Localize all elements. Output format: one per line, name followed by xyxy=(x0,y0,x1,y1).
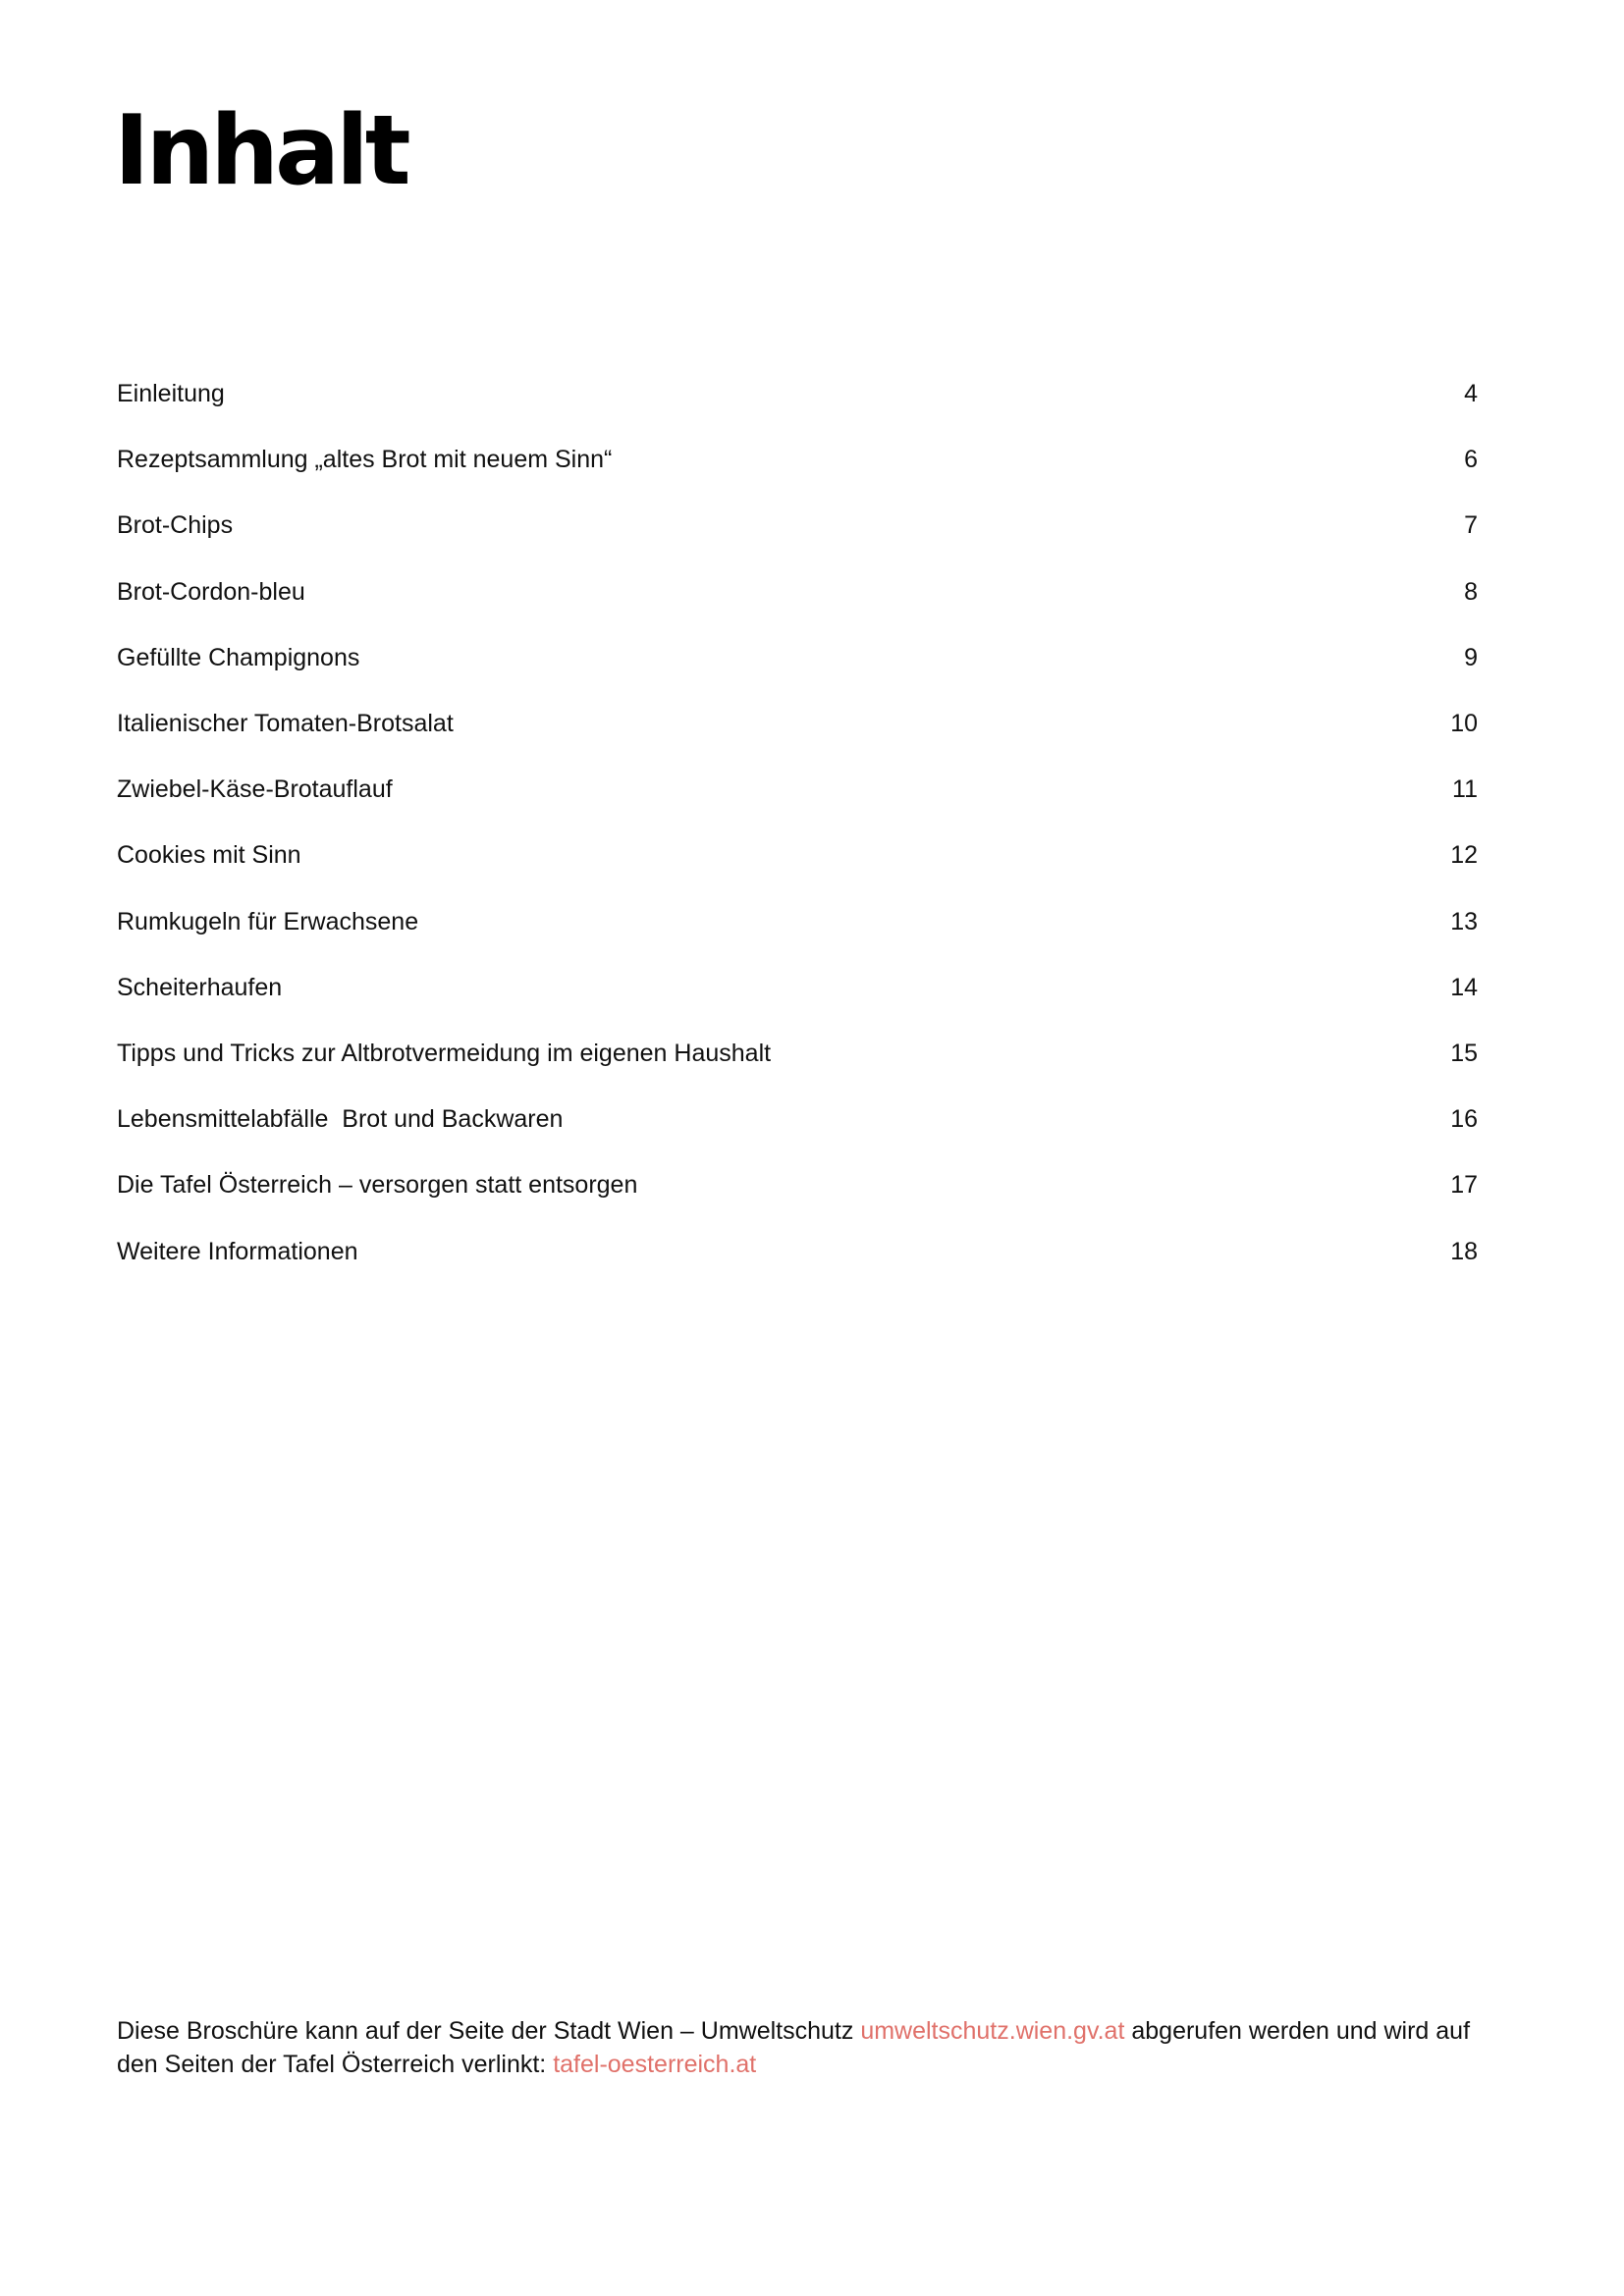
toc-entry-page-number: 12 xyxy=(1450,841,1478,870)
toc-entry-label: Gefüllte Champignons xyxy=(117,643,360,671)
toc-entry-label: Weitere Informationen xyxy=(117,1237,358,1265)
toc-entry-page-number: 18 xyxy=(1450,1237,1478,1265)
toc-entry-label: Zwiebel-Käse-Brotauflauf xyxy=(117,775,393,804)
toc-entry-gefuellte-champignons[interactable] xyxy=(117,625,1478,691)
toc-entry-page-number: 6 xyxy=(1464,446,1478,474)
footer-text-middle: abgerufen werden und wird auf den Seiten der Tafel Österreich verlinkt: xyxy=(117,2017,1471,2078)
toc-entry-page-number: 9 xyxy=(1464,643,1478,671)
footer-note xyxy=(117,2014,1491,2081)
toc-entry-page-number: 15 xyxy=(1450,1039,1478,1067)
toc-entry-page-number: 7 xyxy=(1464,511,1478,540)
page-title: Inhalt xyxy=(114,95,407,207)
toc-entry-lebensmittelabfaelle[interactable] xyxy=(117,1087,1478,1152)
toc-entry-weitere-informationen[interactable] xyxy=(117,1218,1478,1284)
toc-entry-page-number: 16 xyxy=(1450,1105,1478,1134)
toc-entry-cookies[interactable] xyxy=(117,823,1478,888)
toc-entry-page-number: 10 xyxy=(1450,710,1478,738)
toc-entry-label: Italienischer Tomaten-Brotsalat xyxy=(117,710,454,738)
toc-entry-page-number: 13 xyxy=(1450,907,1478,935)
toc-entry-label: Lebensmittelabfälle Brot und Backwaren xyxy=(117,1105,564,1134)
toc-entry-rezeptsammlung[interactable] xyxy=(117,427,1478,493)
toc-entry-rumkugeln[interactable] xyxy=(117,889,1478,955)
toc-entry-scheiterhaufen[interactable] xyxy=(117,955,1478,1021)
toc-entry-tafel-oesterreich[interactable] xyxy=(117,1152,1478,1218)
toc-entry-einleitung[interactable] xyxy=(117,361,1478,427)
toc-entry-label: Einleitung xyxy=(117,380,225,408)
footer-text-intro: Diese Broschüre kann auf der Seite der Stadt Wien – Umweltschutz xyxy=(117,2017,861,2045)
toc-entry-label: Die Tafel Österreich – versorgen statt entsorgen xyxy=(117,1171,638,1200)
toc-entry-label: Cookies mit Sinn xyxy=(117,841,301,870)
toc-entry-page-number: 11 xyxy=(1452,775,1478,804)
toc-entry-label: Brot-Cordon-bleu xyxy=(117,577,305,606)
tafel-oesterreich-link[interactable]: tafel-oesterreich.at xyxy=(553,2051,757,2078)
toc-entry-page-number: 8 xyxy=(1464,577,1478,606)
toc-entry-page-number: 17 xyxy=(1450,1171,1478,1200)
toc-entry-label: Rezeptsammlung „altes Brot mit neuem Sinn“ xyxy=(117,446,613,474)
toc-entry-label: Tipps und Tricks zur Altbrotvermeidung im eigenen Haushalt xyxy=(117,1039,772,1067)
toc-entry-brotauflauf[interactable] xyxy=(117,757,1478,823)
table-of-contents xyxy=(117,361,1478,1285)
toc-entry-tomaten-brotsalat[interactable] xyxy=(117,691,1478,757)
toc-entry-label: Scheiterhaufen xyxy=(117,973,283,1001)
toc-entry-label: Rumkugeln für Erwachsene xyxy=(117,907,419,935)
toc-entry-brot-chips[interactable] xyxy=(117,493,1478,559)
toc-entry-tipps-und-tricks[interactable] xyxy=(117,1021,1478,1087)
toc-entry-label: Brot-Chips xyxy=(117,511,234,540)
toc-entry-brot-cordon-bleu[interactable] xyxy=(117,560,1478,625)
toc-entry-page-number: 14 xyxy=(1450,973,1478,1001)
toc-entry-page-number: 4 xyxy=(1464,380,1478,408)
umweltschutz-link[interactable]: umweltschutz.wien.gv.at xyxy=(860,2017,1125,2045)
